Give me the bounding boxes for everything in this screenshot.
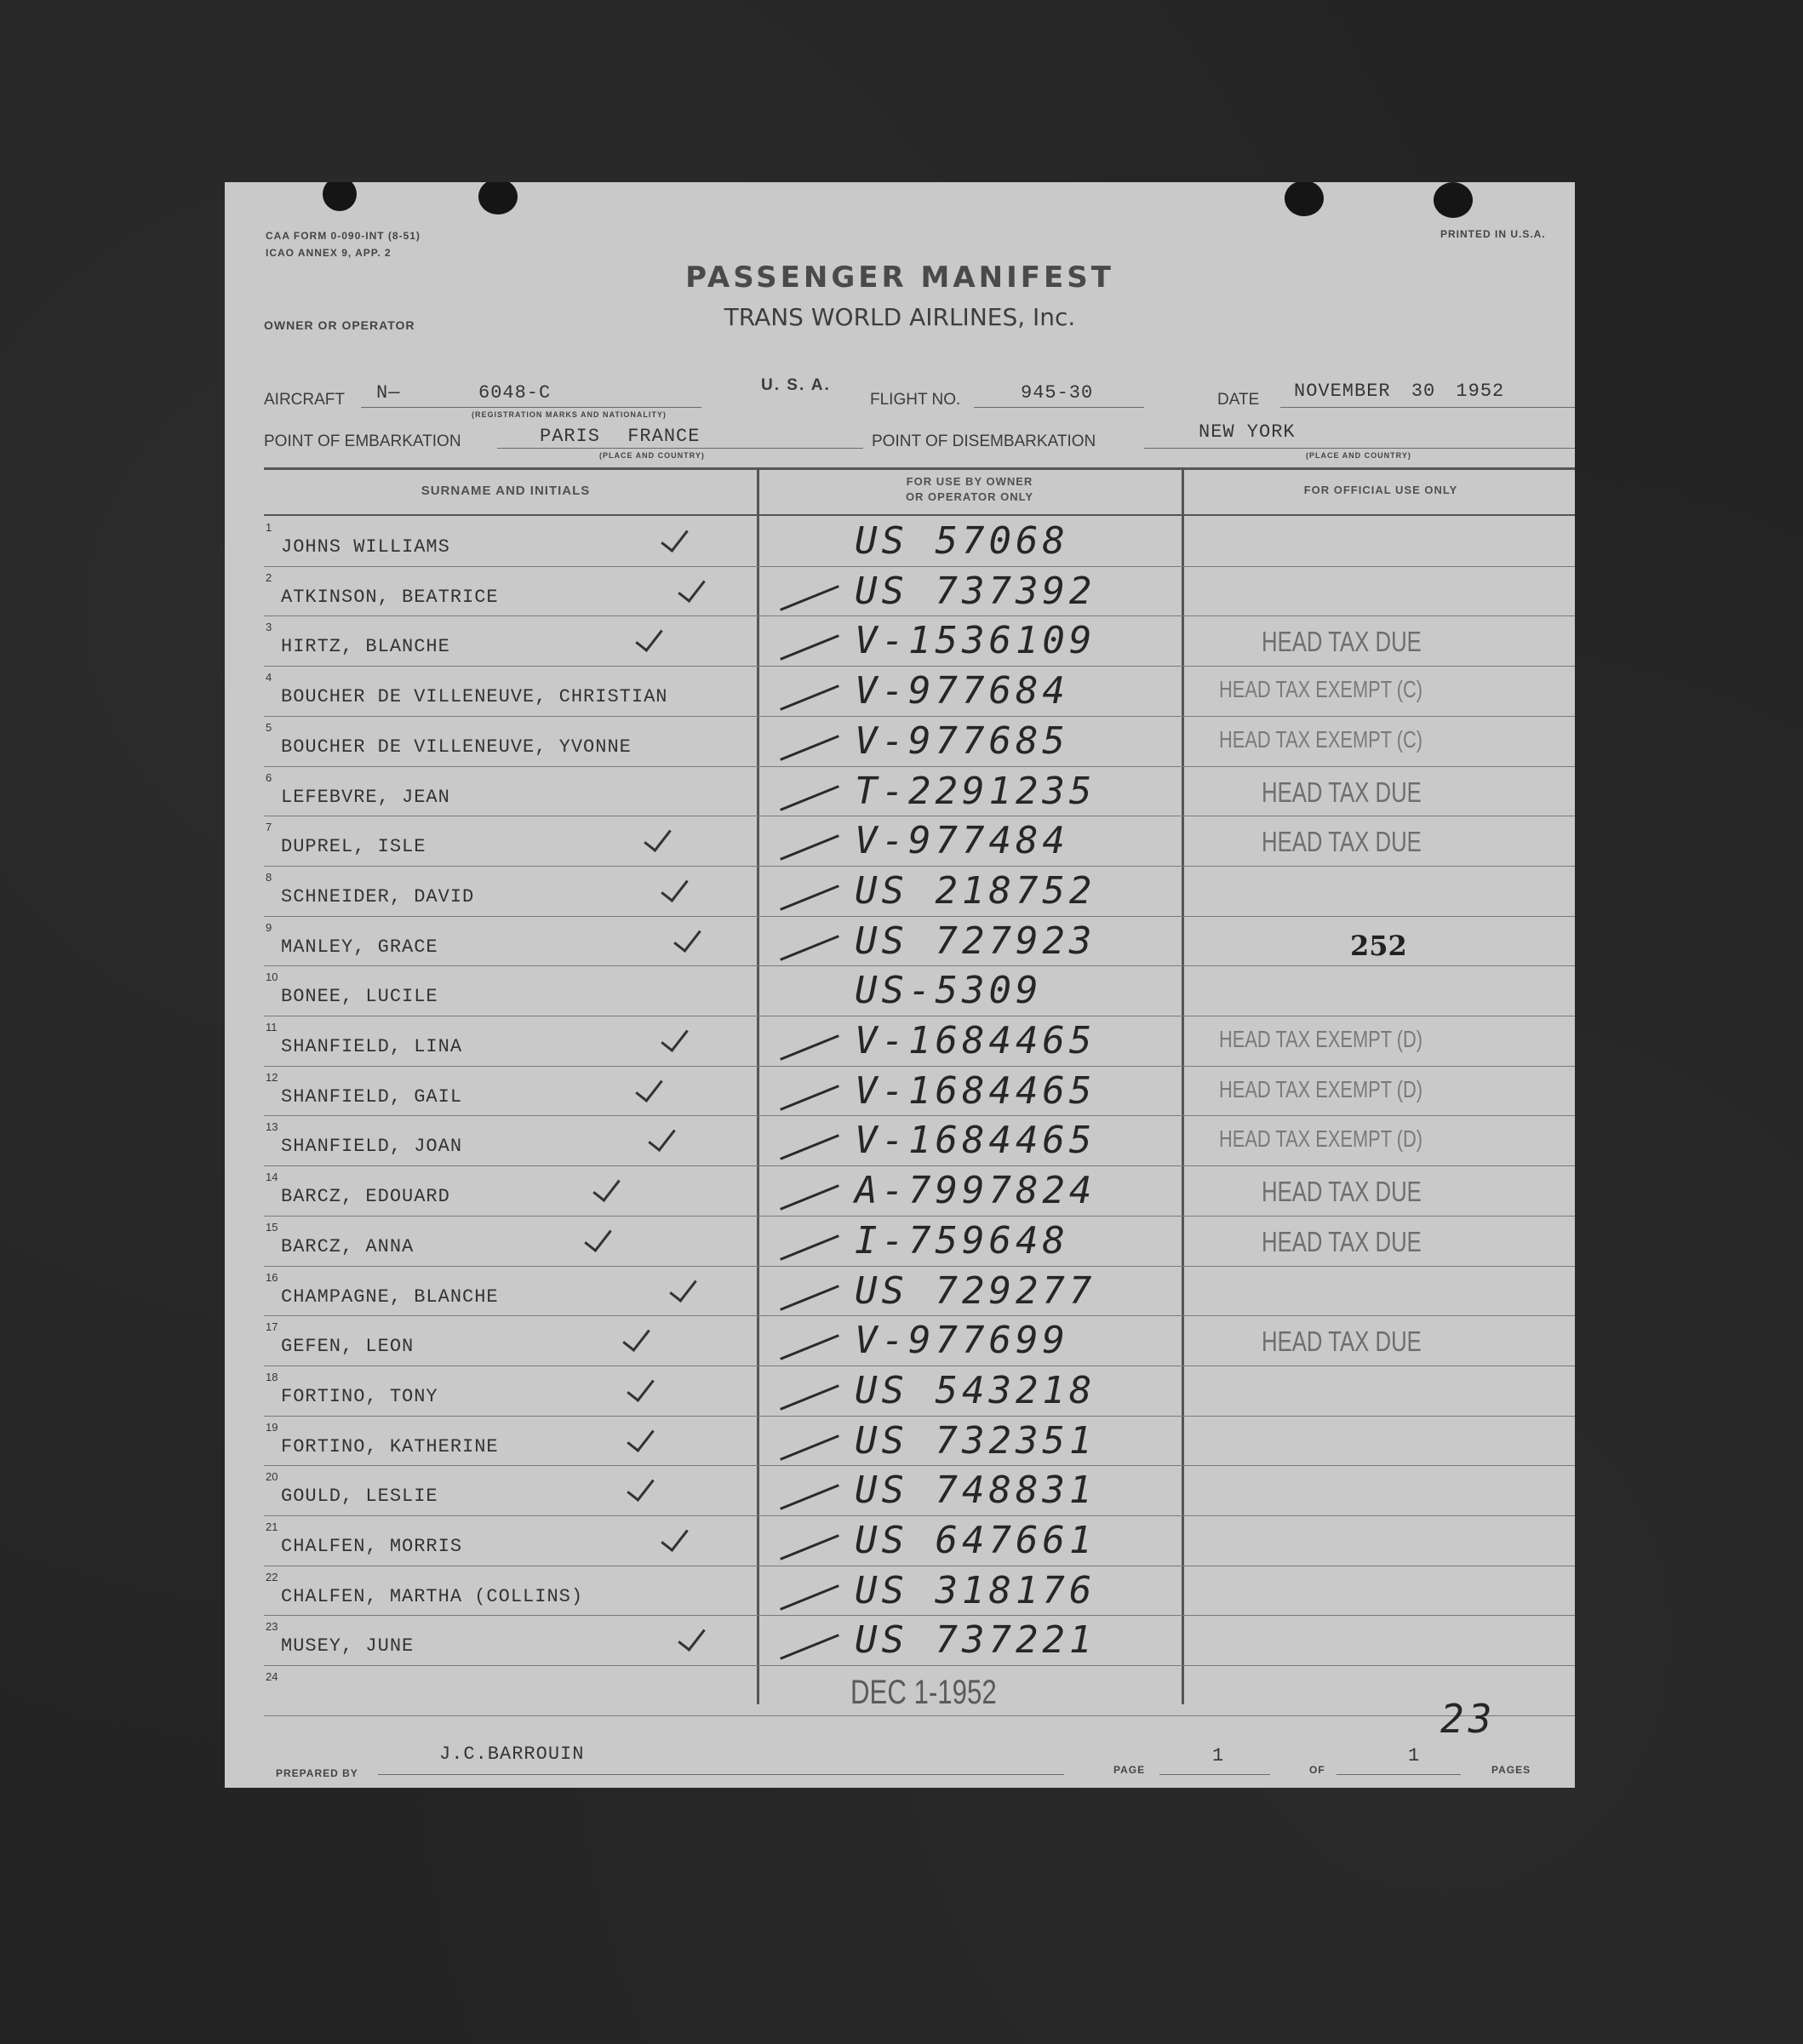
row-number: 1 [266, 521, 272, 534]
row-rule [264, 566, 1575, 567]
row-number: 4 [266, 671, 272, 684]
check-mark [627, 1372, 654, 1402]
row-rule [264, 1066, 1575, 1067]
aircraft-prefix: N— [376, 382, 401, 404]
head-tax-stamp: HEAD TAX EXEMPT (D) [1219, 1125, 1423, 1153]
tick-stroke [780, 834, 839, 861]
passport-number: V-1684465 [855, 1119, 1096, 1163]
check-mark [661, 1022, 688, 1052]
disembark-value: NEW YORK [1199, 421, 1296, 443]
passenger-name: SHANFIELD, JOAN [281, 1136, 463, 1158]
passenger-name: BARCZ, ANNA [281, 1235, 415, 1257]
row-rule [264, 716, 1575, 717]
prepared-value: J.C.BARROUIN [439, 1743, 585, 1765]
head-tax-stamp: HEAD TAX EXEMPT (C) [1219, 676, 1423, 703]
row-number: 6 [266, 770, 272, 784]
header-owner-use-1: FOR USE BY OWNER [906, 475, 1033, 488]
passenger-name: GEFEN, LEON [281, 1336, 415, 1358]
passenger-name: MANLEY, GRACE [281, 936, 438, 958]
row-number: 16 [266, 1270, 278, 1284]
check-mark [635, 1073, 662, 1102]
head-tax-stamp: HEAD TAX DUE [1262, 826, 1422, 858]
passport-number: US-5309 [855, 969, 1043, 1013]
date-value: NOVEMBER 30 1952 [1294, 381, 1505, 402]
prepared-underline [378, 1774, 1064, 1775]
disembark-label: POINT OF DISEMBARKATION [872, 432, 1096, 450]
row-number: 13 [266, 1120, 278, 1134]
header-official: FOR OFFICIAL USE ONLY [1303, 484, 1458, 496]
tick-stroke [780, 735, 839, 761]
tick-stroke [780, 1285, 839, 1311]
head-tax-stamp: HEAD TAX DUE [1262, 1176, 1422, 1208]
flight-label: FLIGHT NO. [870, 391, 961, 409]
passport-number: US 748831 [855, 1469, 1096, 1513]
tick-stroke [780, 1534, 839, 1560]
tick-stroke [780, 1635, 839, 1661]
row-number: 24 [266, 1670, 278, 1684]
date-underline [1280, 407, 1575, 408]
passport-number: V-977484 [855, 819, 1069, 863]
passenger-name: GOULD, LESLIE [281, 1486, 438, 1508]
row-rule [264, 916, 1575, 917]
punch-hole [1434, 182, 1473, 218]
tick-stroke [780, 585, 839, 611]
registration-note: (REGISTRATION MARKS AND NATIONALITY) [472, 410, 667, 419]
header-rule [264, 514, 1575, 516]
of-underline [1337, 1774, 1461, 1775]
row-number: 21 [266, 1520, 278, 1533]
row-number: 2 [266, 570, 272, 584]
embark-label: POINT OF EMBARKATION [264, 432, 461, 450]
check-mark [673, 923, 701, 953]
tick-stroke [780, 1434, 839, 1461]
pages-label: PAGES [1491, 1764, 1531, 1776]
row-rule [264, 1715, 1575, 1716]
check-mark [584, 1222, 611, 1252]
passenger-name: SHANFIELD, GAIL [281, 1085, 463, 1108]
row-number: 23 [266, 1620, 278, 1634]
row-number: 15 [266, 1220, 278, 1234]
tick-stroke [780, 785, 839, 811]
tick-stroke [780, 1334, 839, 1360]
passenger-name: LEFEBVRE, JEAN [281, 786, 450, 808]
column-divider-1 [757, 468, 759, 1704]
passport-number: US 647661 [855, 1519, 1096, 1562]
form-title: PASSENGER MANIFEST [685, 261, 1114, 295]
row-number: 18 [266, 1370, 278, 1383]
tick-stroke [780, 1384, 839, 1411]
passport-number: V-1536109 [855, 619, 1096, 663]
tick-stroke [780, 1485, 839, 1511]
tick-stroke [780, 1135, 839, 1161]
embark-value: PARIS FRANCE [540, 426, 701, 447]
row-rule [264, 615, 1575, 616]
column-divider-2 [1182, 468, 1184, 1704]
check-mark [661, 873, 688, 902]
disembark-underline [1144, 448, 1575, 449]
passenger-name: BARCZ, EDOUARD [281, 1186, 450, 1208]
row-rule [264, 1615, 1575, 1616]
check-mark [678, 573, 705, 603]
total-mark: 23 [1440, 1696, 1497, 1742]
check-mark [627, 1472, 654, 1502]
check-mark [644, 822, 671, 852]
tick-stroke [780, 885, 839, 911]
flight-underline [974, 407, 1144, 408]
punch-hole [323, 182, 357, 211]
row-number: 20 [266, 1470, 278, 1484]
aircraft-value: 6048-C [478, 382, 552, 404]
check-mark [635, 622, 662, 652]
passport-number: US 729277 [855, 1268, 1096, 1313]
date-label: DATE [1217, 391, 1260, 409]
passenger-name: BOUCHER DE VILLENEUVE, YVONNE [281, 736, 632, 758]
passport-number: V-977684 [855, 669, 1069, 713]
passenger-name: HIRTZ, BLANCHE [281, 636, 450, 658]
passport-number: US 318176 [855, 1568, 1096, 1612]
passport-number: US 543218 [855, 1368, 1096, 1412]
official-number: 252 [1350, 929, 1407, 962]
row-number: 14 [266, 1171, 278, 1184]
row-number: 3 [266, 621, 272, 634]
of-value: 1 [1408, 1745, 1421, 1766]
passport-number: US 737221 [855, 1618, 1096, 1663]
passport-number: US 727923 [855, 919, 1096, 963]
table-top-rule [264, 467, 1575, 470]
row-number: 22 [266, 1570, 278, 1583]
tick-stroke [780, 635, 839, 661]
header-owner-use-2: OR OPERATOR ONLY [905, 490, 1034, 503]
page-value: 1 [1212, 1745, 1225, 1766]
head-tax-stamp: HEAD TAX DUE [1262, 1225, 1422, 1257]
punch-hole [1285, 182, 1324, 216]
check-mark [661, 1522, 688, 1552]
passenger-name: CHAMPAGNE, BLANCHE [281, 1285, 499, 1308]
passenger-name: CHALFEN, MARTHA (COLLINS) [281, 1585, 584, 1607]
passenger-name: FORTINO, KATHERINE [281, 1435, 499, 1457]
row-number: 8 [266, 870, 272, 884]
check-mark [669, 1273, 696, 1303]
head-tax-stamp: HEAD TAX EXEMPT (C) [1219, 725, 1423, 753]
row-number: 5 [266, 720, 272, 734]
head-tax-stamp: HEAD TAX DUE [1262, 776, 1422, 808]
row-rule [264, 1165, 1575, 1166]
row-number: 11 [266, 1021, 278, 1033]
passenger-name: FORTINO, TONY [281, 1385, 438, 1407]
airline-name: TRANS WORLD AIRLINES, Inc. [724, 303, 1076, 331]
passenger-name: ATKINSON, BEATRICE [281, 586, 499, 608]
row-rule [264, 1416, 1575, 1417]
row-rule [264, 965, 1575, 966]
head-tax-stamp: HEAD TAX EXEMPT (D) [1219, 1075, 1423, 1102]
passport-number: US 737392 [855, 569, 1096, 613]
row-rule [264, 1216, 1575, 1217]
passport-number: V-1684465 [855, 1068, 1096, 1113]
head-tax-stamp: HEAD TAX DUE [1262, 1325, 1422, 1358]
passenger-name: CHALFEN, MORRIS [281, 1536, 463, 1557]
row-number: 10 [266, 970, 278, 984]
tick-stroke [780, 1584, 839, 1611]
place-note-2: (PLACE AND COUNTRY) [1306, 451, 1411, 460]
embark-underline [497, 448, 863, 449]
row-rule [264, 866, 1575, 867]
tick-stroke [780, 1034, 839, 1061]
check-mark [661, 523, 688, 553]
row-number: 9 [266, 920, 272, 934]
passport-number: T-2291235 [855, 769, 1096, 813]
tick-stroke [780, 1085, 839, 1111]
of-label: OF [1309, 1764, 1325, 1776]
passenger-name: MUSEY, JUNE [281, 1635, 415, 1658]
passenger-name: SCHNEIDER, DAVID [281, 885, 475, 907]
flight-value: 945-30 [1021, 382, 1094, 404]
passport-number: US 57068 [855, 519, 1069, 563]
passport-number: V-977699 [855, 1319, 1069, 1363]
row-rule [264, 1266, 1575, 1267]
printed-in: PRINTED IN U.S.A. [1440, 228, 1546, 240]
owner-label: OWNER OR OPERATOR [264, 318, 415, 332]
tick-stroke [780, 1234, 839, 1261]
passport-number: I-759648 [855, 1218, 1069, 1262]
passenger-name: JOHNS WILLIAMS [281, 536, 450, 558]
passenger-name: SHANFIELD, LINA [281, 1036, 463, 1057]
date-received-stamp: DEC 1-1952 [850, 1674, 997, 1712]
row-number: 7 [266, 821, 272, 834]
row-number: 17 [266, 1320, 278, 1334]
row-rule [264, 1315, 1575, 1316]
row-rule [264, 1515, 1575, 1516]
place-note: (PLACE AND COUNTRY) [599, 451, 705, 460]
passport-number: V-977685 [855, 719, 1069, 763]
passenger-name: DUPREL, ISLE [281, 836, 426, 858]
check-mark [627, 1423, 654, 1452]
punch-hole [478, 182, 518, 215]
page-underline [1159, 1774, 1270, 1775]
aircraft-label: AIRCRAFT [264, 391, 345, 409]
passport-number: A-7997824 [855, 1169, 1096, 1213]
row-rule [264, 766, 1575, 767]
row-number: 12 [266, 1070, 278, 1084]
passenger-name: BONEE, LUCILE [281, 986, 438, 1008]
form-annex: ICAO ANNEX 9, APP. 2 [266, 247, 392, 259]
check-mark [648, 1122, 675, 1152]
head-tax-stamp: HEAD TAX EXEMPT (D) [1219, 1026, 1423, 1052]
check-mark [678, 1622, 705, 1652]
passport-number: US 732351 [855, 1418, 1096, 1463]
form-number: CAA FORM 0-090-INT (8-51) [266, 230, 421, 242]
nationality: U. S. A. [761, 376, 831, 394]
check-mark [622, 1322, 650, 1352]
check-mark [592, 1172, 620, 1202]
manifest-sheet [225, 182, 1575, 1788]
head-tax-stamp: HEAD TAX DUE [1262, 626, 1422, 658]
passport-number: V-1684465 [855, 1019, 1096, 1062]
tick-stroke [780, 935, 839, 961]
page-label: PAGE [1113, 1764, 1146, 1776]
row-rule [264, 666, 1575, 667]
tick-stroke [780, 1184, 839, 1211]
passenger-name: BOUCHER DE VILLENEUVE, CHRISTIAN [281, 686, 668, 708]
tick-stroke [780, 684, 839, 711]
row-number: 19 [266, 1420, 278, 1434]
header-surname: SURNAME AND INITIALS [421, 484, 591, 498]
passport-number: US 218752 [855, 868, 1096, 913]
row-rule [264, 1665, 1575, 1666]
row-rule [264, 1465, 1575, 1466]
aircraft-underline [361, 407, 701, 408]
prepared-label: PREPARED BY [276, 1767, 358, 1779]
row-rule [264, 1115, 1575, 1116]
